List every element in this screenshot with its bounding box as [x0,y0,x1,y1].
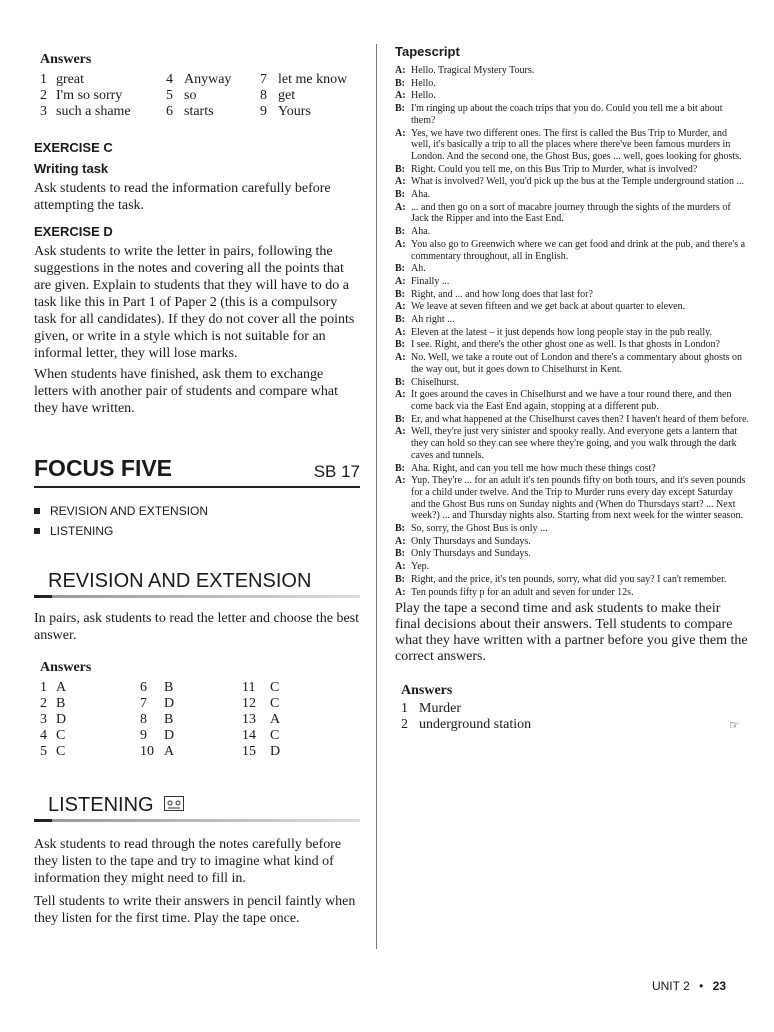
speech-text: Ten pounds fifty p for an adult and seven for under 12s. [411,586,634,598]
revision-title: REVISION AND EXTENSION [48,570,312,592]
speaker-label: B: [395,548,405,560]
speaker-label: A: [395,326,406,338]
speech-text: Only Thursdays and Sundays. [411,548,531,560]
instruction-paragraph: Play the tape a second time and ask students to make their final decisions about their answers. Tell students to compare what they have written with a partner before you give them the correct answers. [395,601,748,665]
student-book-reference: SB 17 [313,462,360,481]
speech-text: Aha. [411,226,431,238]
answer-number: 14 [242,728,256,743]
footer-separator: • [699,979,704,993]
answer-text: great [56,72,84,87]
answer-text: C [56,744,66,759]
tapescript-line [395,574,749,586]
answer-number: 3 [40,712,47,727]
answer-number: 4 [40,728,47,743]
answer-number: 8 [260,88,267,103]
exercise-d-paragraph: Ask students to write the letter in pairs, following the suggestions in the notes and covering all the points that are given. Explain to students that they will have to do a task like this in Part 1 of Paper 2 (this is a compulsory task for all candidates). If they do not cover all the points given, or write in a style which is not suitable for an informal letter, they will lose marks. [34,244,355,361]
answer-number: 9 [260,104,267,119]
pointing-hand-icon: ☞ [729,718,740,733]
tapescript-line [395,164,749,176]
answer-text: D [270,744,281,759]
speech-text: Aha. Right, and can you tell me how much these things cost? [411,462,656,474]
bullet-label: REVISION AND EXTENSION [50,504,209,518]
answer-number: 6 [140,680,147,695]
answer-number: 12 [242,696,256,711]
tapescript-line [395,263,749,275]
left-column [34,52,360,927]
answers-heading: Answers [40,660,92,675]
revision-text: In pairs, ask students to read the letter and choose the best answer. [34,611,360,643]
tapescript-line [395,523,749,535]
speech-text: Right. Could you tell me, on this Bus Trip to Murder, what is involved? [411,163,698,175]
listening-answers [401,701,749,733]
unit-label: UNIT 2 [651,979,690,993]
answer-number: 2 [40,696,47,711]
answer-number: 7 [140,696,147,711]
speaker-label: A: [395,201,406,213]
answer-text: A [56,680,67,695]
bullet-square-icon [34,508,40,514]
answer-number: 2 [401,717,408,733]
tapescript-line [395,176,749,188]
speech-text: I'm ringing up about the coach trips that you do. Could you tell me a bit about them? [411,103,723,126]
speech-text: Right, and the price, it's ten pounds, sorry, what did you say? I can't remember. [411,573,727,585]
speaker-label: A: [395,561,406,573]
tapescript-line [395,548,749,560]
tapescript-line [395,202,749,225]
tapescript-line [395,276,749,288]
answer-text: Murder [419,701,461,717]
tapescript-line [395,65,749,77]
speaker-label: B: [395,376,405,388]
answer-text: C [270,728,280,743]
bullet-label: LISTENING [50,524,114,538]
answer-text: D [164,728,175,743]
answer-text: such a shame [56,104,131,119]
tapescript-line [395,339,749,351]
answer-number: 8 [140,712,147,727]
speaker-label: A: [395,535,406,547]
answer-number: 7 [260,72,267,87]
answer-number: 15 [242,744,256,759]
tapescript-line [395,189,749,201]
section-rule [34,595,360,598]
speech-text: Chiselhurst. [411,376,460,388]
listening-title: LISTENING [48,794,154,816]
speaker-label: B: [395,462,405,474]
tapescript-line [395,352,749,375]
answers-heading: Answers [401,683,453,699]
speaker-label: B: [395,226,405,238]
bullet-item [34,524,360,538]
speaker-label: A: [395,275,406,287]
speech-text: I see. Right, and there's the other ghost one as well. Is that ghosts in London? [411,339,720,351]
answer-number: 5 [40,744,47,759]
answer-number: 6 [166,104,173,119]
speaker-label: A: [395,176,406,188]
speech-text: Hello. [411,77,436,89]
tapescript-line [395,426,749,461]
answer-text: B [56,696,66,711]
speaker-label: B: [395,288,405,300]
tapescript-line [395,587,749,599]
answer-text: C [270,680,280,695]
speech-text: Eleven at the latest – it just depends how long people stay in the pub really. [411,326,712,338]
answer-text: I'm so sorry [56,88,123,103]
answer-number: 9 [140,728,147,743]
speech-text: Hello. [411,90,436,102]
exercise-d-heading: EXERCISE D [34,224,113,239]
answer-number: 1 [40,680,47,695]
focus-header [34,455,360,488]
revision-answers-grid [40,680,360,760]
speech-text: It goes around the caves in Chiselhurst and we have a tour round there, and then come back via the East End again, stopping at a different pub. [411,389,732,412]
tapescript-title: Tapescript [395,44,460,59]
speaker-label: B: [395,263,405,275]
answer-text: starts [184,104,214,119]
answer-text: so [184,88,197,103]
focus-title: FOCUS FIVE [34,455,173,481]
speech-text: What is involved? Well, you'd pick up the bus at the Temple underground station ... [411,176,745,188]
speech-text: You also go to Greenwich where we can get food and drink at the pub, and there's a commentary throughout, all in English. [411,238,746,262]
speech-text: Right, and ... and how long does that last for? [411,288,593,300]
answers-heading: Answers [40,52,92,67]
answer-text: Anyway [184,72,232,87]
answer-text: A [164,744,175,759]
speaker-label: B: [395,189,405,201]
tapescript-line [395,78,749,90]
speaker-label: B: [395,77,405,89]
exercise-c-heading: EXERCISE C [34,140,113,155]
speech-text: Yup. They're ... for an adult it's ten pounds fifty on both tours, and it's seven pounds for a child under twelve. And the Trip to Murder runs every day except Saturday and the Ghost Bus runs on Sunday nights and (When do Thursdays start? ... Next week?) ... and Thursday nights also. Starting from next week for the winter season. [411,475,746,522]
speaker-label: B: [395,163,405,175]
answers-grid [40,72,360,120]
speech-text: No. Well, we take a route out of London and there's a commentary about ghosts on the way out, but it goes down to Chiselhurst in Kent. [411,352,743,375]
tapescript-line [395,314,749,326]
speaker-label: B: [395,314,405,326]
speaker-label: A: [395,301,406,313]
cassette-icon [164,796,184,816]
answer-number: 10 [140,744,154,759]
answer-text: C [56,728,66,743]
tapescript-line [395,128,749,163]
speaker-label: B: [395,103,405,115]
tapescript-line [395,389,749,412]
tapescript-line [395,239,749,262]
answer-number: 1 [40,72,47,87]
speaker-label: A: [395,65,406,76]
answer-text: underground station [419,717,532,733]
exercise-c-text: Ask students to read the information carefully before attempting the task. [34,181,331,213]
speaker-label: A: [395,426,406,438]
answer-text: B [164,680,174,695]
answer-number: 5 [166,88,173,103]
tapescript-line [395,103,749,126]
speaker-label: B: [395,413,405,425]
speech-text: Only Thursdays and Sundays. [411,535,531,547]
speech-text: Yes, we have two different ones. The first is called the Bus Trip to Murder, and well, it's basically a trip to all the places where there've been famous murders in London. And the second one, the Ghost Bus, goes ... well, goes looking for ghosts. [411,127,742,162]
tapescript-line [395,327,749,339]
tapescript-line [395,377,749,389]
right-column [376,44,749,949]
speaker-label: A: [395,352,406,364]
page-footer [652,979,726,993]
tapescript-line [395,475,749,522]
answer-number: 1 [401,701,408,717]
speaker-label: B: [395,339,405,351]
answer-text: D [56,712,67,727]
tapescript-line [395,90,749,102]
section-rule [34,819,360,822]
speaker-label: A: [395,238,406,250]
speaker-label: A: [395,586,406,598]
answer-text: C [270,696,280,711]
speech-text: Hello. Tragical Mystery Tours. [411,65,535,76]
tapescript-line [395,289,749,301]
tapescript-line [395,561,749,573]
tapescript-line [395,226,749,238]
speaker-label: A: [395,475,406,487]
speech-text: Aha. [411,189,431,201]
answer-number: 11 [242,680,256,695]
answer-number: 4 [166,72,173,87]
speech-text: We leave at seven fifteen and we get back at about quarter to eleven. [411,301,686,313]
page-number: 23 [712,979,726,993]
speech-text: Yep. [411,561,430,573]
tapescript-line [395,463,749,475]
bullet-item [34,504,360,518]
exercise-d-paragraph: When students have finished, ask them to exchange letters with another pair of students and compare what they have written. [34,367,339,416]
listening-header [34,794,360,817]
answer-text: D [164,696,175,711]
listening-paragraph: Ask students to read through the notes carefully before they listen to the tape and try to imagine what kind of information they might need to fill in. [34,837,342,886]
speaker-label: B: [395,523,405,535]
writing-task-subheading: Writing task [34,161,109,176]
speech-text: Ah right ... [411,314,455,326]
answer-text: A [270,712,281,727]
speaker-label: A: [395,389,406,401]
speaker-label: A: [395,127,406,139]
tapescript-line [395,536,749,548]
tapescript-line [395,414,749,426]
speech-text: Well, they're just very sinister and spooky really. And everyone gets a lantern that they can hold so they can see where they're going, and you walk through the dark caves and tunnels. [411,426,738,461]
answer-text: B [164,712,174,727]
speech-text: So, sorry, the Ghost Bus is only ... [411,523,548,535]
answer-text: Yours [278,104,311,119]
speech-text: Finally ... [411,275,450,287]
bullet-square-icon [34,528,40,534]
tapescript [395,65,749,598]
speech-text: Er, and what happened at the Chiselhurst caves then? I haven't heard of them before. [411,413,749,425]
answer-number: 13 [242,712,256,727]
tapescript-line [395,301,749,313]
answer-text: let me know [278,72,348,87]
answer-number: 2 [40,88,47,103]
speech-text: ... and then go on a sort of macabre journey through the sights of the murders of Jack the Ripper and into the East End. [411,201,731,225]
answer-text: get [278,88,296,103]
listening-paragraph: Tell students to write their answers in pencil faintly when they listen for the first time. Play the tape once. [34,894,356,926]
speaker-label: B: [395,573,405,585]
speaker-label: A: [395,90,406,102]
answer-number: 3 [40,104,47,119]
speech-text: Ah. [411,263,426,275]
